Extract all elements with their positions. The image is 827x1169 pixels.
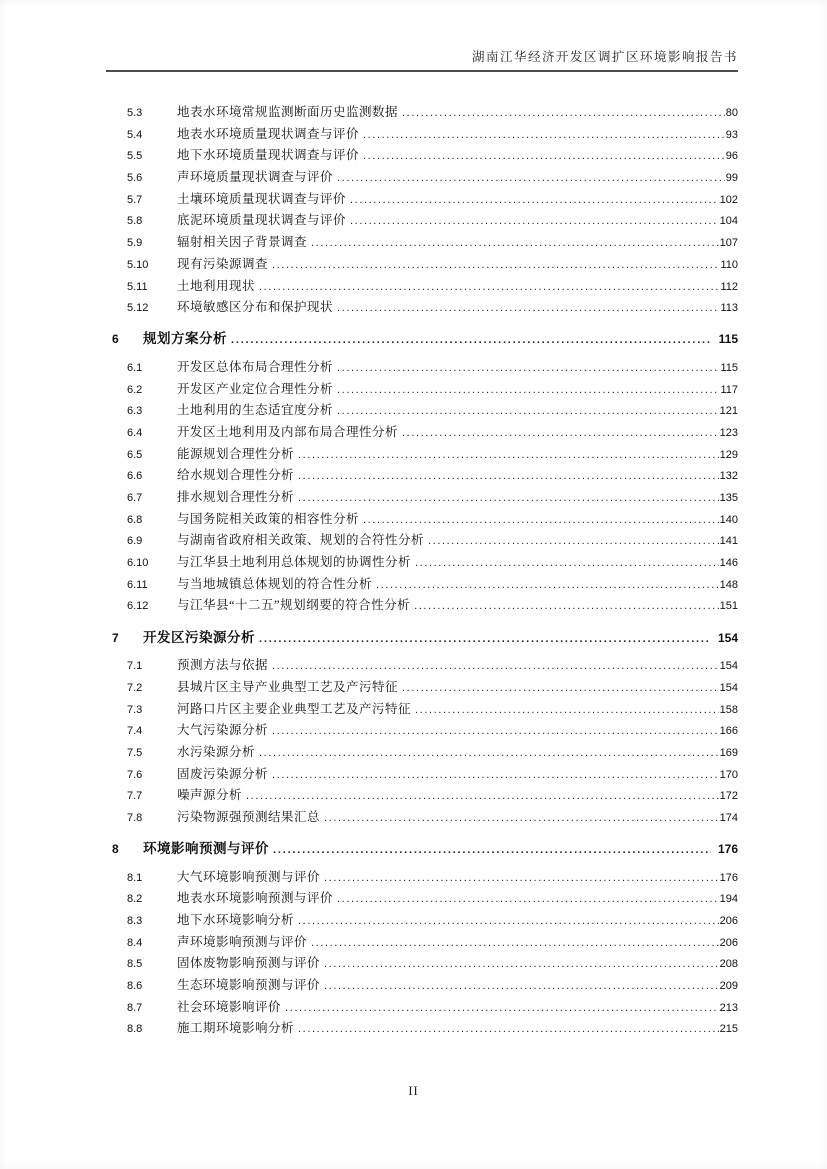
toc-entry-row[interactable] bbox=[106, 443, 738, 465]
toc-entry-number: 8.7 bbox=[127, 1001, 143, 1014]
toc-entry-row[interactable] bbox=[106, 931, 738, 953]
toc-entry-row[interactable] bbox=[106, 698, 738, 720]
toc-entry-page: 112 bbox=[720, 280, 738, 293]
toc-entry-number: 5.4 bbox=[127, 128, 143, 141]
toc-entry-title: 水污染源分析 bbox=[177, 744, 256, 759]
toc-dot-leader bbox=[272, 719, 719, 743]
toc-entry-row[interactable] bbox=[106, 763, 738, 785]
toc-entry-page: 215 bbox=[719, 1023, 738, 1036]
toc-entry-page: 194 bbox=[719, 893, 738, 906]
toc-entry-row[interactable] bbox=[106, 866, 738, 888]
toc-dot-leader bbox=[272, 253, 719, 277]
toc-entry-row[interactable] bbox=[106, 166, 738, 188]
toc-entry-number: 7.3 bbox=[127, 703, 143, 716]
toc-entry-page: 208 bbox=[719, 958, 738, 971]
toc-dot-leader bbox=[337, 399, 719, 423]
toc-entry-title: 声环境质量现状调查与评价 bbox=[177, 170, 334, 185]
toc-entry-row[interactable] bbox=[106, 231, 738, 253]
toc-dot-leader bbox=[311, 931, 719, 955]
toc-entry-row[interactable] bbox=[106, 654, 738, 676]
toc-entry-number: 5.10 bbox=[127, 258, 149, 271]
toc-entry-page: 174 bbox=[719, 811, 738, 824]
toc-entry-title: 开发区污染源分析 bbox=[143, 629, 255, 645]
toc-entry-title: 噪声源分析 bbox=[177, 788, 243, 803]
toc-entry-row[interactable] bbox=[106, 952, 738, 974]
toc-entry-number: 8.1 bbox=[127, 871, 143, 884]
toc-entry-title: 土地利用现状 bbox=[177, 278, 256, 293]
toc-entry-page: 148 bbox=[719, 578, 738, 591]
toc-entry-number: 5.3 bbox=[127, 107, 143, 119]
toc-entry-row[interactable] bbox=[106, 594, 738, 616]
toc-entry-page: 93 bbox=[725, 128, 738, 141]
page-footer bbox=[0, 1082, 827, 1100]
toc-entry-number: 6.5 bbox=[127, 448, 143, 461]
toc-entry-row[interactable] bbox=[106, 209, 738, 231]
toc-entry-number: 6.8 bbox=[127, 513, 143, 526]
toc-dot-leader bbox=[272, 763, 719, 787]
toc-chapter-row[interactable] bbox=[106, 837, 738, 860]
toc-chapter-row[interactable] bbox=[106, 626, 738, 649]
toc-entry-title: 与国务院相关政策的相容性分析 bbox=[177, 511, 360, 526]
page-header bbox=[106, 48, 738, 72]
toc-entry-number: 5.6 bbox=[127, 172, 143, 185]
toc-entry-title: 与江华县“十二五”规划纲要的符合性分析 bbox=[177, 598, 411, 613]
toc-entry-row[interactable] bbox=[106, 909, 738, 931]
toc-entry-title: 环境影响预测与评价 bbox=[143, 841, 269, 857]
toc-dot-leader bbox=[363, 144, 725, 168]
toc-dot-leader bbox=[428, 529, 719, 553]
toc-entry-row[interactable] bbox=[106, 784, 738, 806]
toc-entry-page: 154 bbox=[719, 660, 738, 673]
toc-entry-number: 5.11 bbox=[127, 280, 148, 293]
toc-entry-title: 社会环境影响评价 bbox=[177, 999, 282, 1014]
toc-entry-number: 7.1 bbox=[127, 660, 143, 673]
toc-entry-number: 8.5 bbox=[127, 958, 143, 971]
toc-dot-leader bbox=[324, 806, 719, 830]
toc-dot-leader bbox=[324, 974, 719, 998]
toc-entry-title: 大气环境影响预测与评价 bbox=[177, 869, 321, 884]
toc-entry-page: 117 bbox=[720, 383, 738, 396]
toc-entry-page: 209 bbox=[719, 980, 738, 993]
toc-dot-leader bbox=[285, 996, 719, 1020]
toc-entry-row[interactable] bbox=[106, 529, 738, 551]
toc-dot-leader bbox=[363, 123, 725, 147]
toc-entry-number: 7 bbox=[112, 630, 119, 645]
toc-entry-title: 与当地城镇总体规划的符合性分析 bbox=[177, 576, 373, 591]
toc-entry-row[interactable] bbox=[106, 676, 738, 698]
toc-dot-leader bbox=[298, 486, 719, 510]
toc-entry-row[interactable] bbox=[106, 188, 738, 210]
toc-entry-number: 5.12 bbox=[127, 302, 149, 315]
toc-entry-number: 6.11 bbox=[127, 578, 148, 591]
toc-entry-page: 102 bbox=[719, 193, 738, 206]
toc-entry-page: 206 bbox=[719, 915, 738, 927]
toc-entry-page: 107 bbox=[719, 237, 738, 250]
toc-dot-leader bbox=[337, 166, 725, 190]
toc-entry-page: 140 bbox=[719, 513, 738, 526]
toc-entry-number: 6.6 bbox=[127, 470, 143, 483]
toc-entry-title: 土地利用的生态适宜度分析 bbox=[177, 403, 334, 418]
toc-entry-title: 污染物源强预测结果汇总 bbox=[177, 809, 321, 824]
toc-entry-page: 121 bbox=[719, 405, 738, 418]
toc-entry-page: 146 bbox=[719, 557, 738, 570]
toc-entry-page: 141 bbox=[719, 535, 738, 548]
toc-dot-leader bbox=[272, 654, 719, 678]
toc-entry-number: 6.3 bbox=[127, 405, 143, 418]
toc-dot-leader bbox=[273, 837, 711, 862]
toc-entry-row[interactable] bbox=[106, 123, 738, 145]
toc-entry-page: 115 bbox=[718, 332, 738, 347]
toc-entry-title: 开发区产业定位合理性分析 bbox=[177, 381, 334, 396]
toc-entry-row[interactable] bbox=[106, 101, 738, 123]
toc-entry-number: 7.5 bbox=[127, 746, 143, 759]
toc-entry-page: 206 bbox=[719, 936, 738, 949]
toc-entry-number: 6.1 bbox=[127, 361, 143, 374]
toc-entry-title: 预测方法与依据 bbox=[177, 658, 269, 673]
toc-entry-title: 县城片区主导产业典型工艺及产污特征 bbox=[177, 679, 399, 694]
toc-entry-page: 170 bbox=[719, 768, 738, 781]
toc-entry-number: 8.8 bbox=[127, 1023, 143, 1036]
toc-entry-title: 环境敏感区分布和保护现状 bbox=[177, 300, 334, 315]
toc-entry-title: 排水规划合理性分析 bbox=[177, 490, 295, 504]
toc-entry-row[interactable] bbox=[106, 464, 738, 486]
toc-entry-row[interactable] bbox=[106, 399, 738, 421]
toc-entry-title: 开发区土地利用及内部布局合理性分析 bbox=[177, 424, 399, 439]
toc-entry-row[interactable] bbox=[106, 719, 738, 741]
toc-entry-number: 5.9 bbox=[127, 237, 143, 250]
toc-chapter-row[interactable] bbox=[106, 327, 738, 350]
toc-entry-page: 113 bbox=[720, 302, 738, 315]
toc-entry-number: 7.4 bbox=[127, 725, 143, 738]
toc-entry-row[interactable] bbox=[106, 421, 738, 443]
toc-entry-title: 能源规划合理性分析 bbox=[177, 446, 295, 461]
toc-entry-title: 底泥环境质量现状调查与评价 bbox=[177, 213, 347, 228]
toc-entry-title: 地下水环境质量现状调查与评价 bbox=[177, 148, 360, 163]
toc-entry-title: 大气污染源分析 bbox=[177, 723, 269, 738]
toc-dot-leader bbox=[259, 741, 719, 765]
toc-dot-leader bbox=[376, 573, 719, 597]
toc-entry-title: 辐射相关因子背景调查 bbox=[177, 235, 308, 250]
toc-entry-title: 地表水环境常规监测断面历史监测数据 bbox=[177, 105, 399, 119]
toc-entry-title: 地表水环境影响预测与评价 bbox=[177, 891, 334, 906]
toc-entry-row[interactable] bbox=[106, 551, 738, 573]
toc-entry-title: 地表水环境质量现状调查与评价 bbox=[177, 126, 360, 141]
toc-entry-title: 固废污染源分析 bbox=[177, 766, 269, 781]
footer-page-number: II bbox=[408, 1084, 419, 1098]
toc-dot-leader bbox=[231, 327, 712, 352]
toc-dot-leader bbox=[337, 887, 719, 911]
toc-entry-page: 176 bbox=[717, 842, 738, 857]
toc-entry-page: 169 bbox=[719, 746, 738, 759]
toc-entry-title: 开发区总体布局合理性分析 bbox=[177, 359, 334, 374]
toc-entry-row[interactable] bbox=[106, 508, 738, 530]
toc-dot-leader bbox=[414, 594, 719, 618]
toc-entry-number: 7.2 bbox=[127, 681, 143, 694]
toc-dot-leader bbox=[350, 209, 719, 233]
toc-entry-page: 110 bbox=[720, 258, 738, 271]
toc-dot-leader bbox=[311, 231, 719, 255]
toc-entry-number: 8.3 bbox=[127, 915, 143, 927]
header-title: 湖南江华经济开发区调扩区环境影响报告书 bbox=[471, 50, 738, 64]
toc-dot-leader bbox=[415, 698, 719, 722]
toc-entry-page: 154 bbox=[717, 630, 738, 645]
toc-entry-page: 151 bbox=[719, 600, 738, 613]
toc-dot-leader bbox=[246, 784, 719, 808]
toc-entry-number: 7.6 bbox=[127, 768, 143, 781]
toc-dot-leader bbox=[350, 188, 719, 212]
toc-entry-row[interactable] bbox=[106, 275, 738, 297]
toc-entry-title: 声环境影响预测与评价 bbox=[177, 934, 308, 949]
toc-entry-page: 104 bbox=[719, 215, 738, 228]
toc-entry-row[interactable] bbox=[106, 486, 738, 508]
toc-dot-leader bbox=[259, 275, 719, 299]
toc-entry-page: 99 bbox=[725, 172, 738, 185]
toc-dot-leader bbox=[298, 1017, 719, 1041]
toc-entry-row[interactable] bbox=[106, 253, 738, 275]
toc-entry-number: 6.9 bbox=[127, 535, 143, 548]
toc-entry-row[interactable] bbox=[106, 974, 738, 996]
toc-entry-title: 地下水环境影响分析 bbox=[177, 913, 295, 927]
toc-dot-leader bbox=[259, 626, 711, 651]
toc-entry-number: 5.7 bbox=[127, 193, 143, 206]
toc-dot-leader bbox=[402, 421, 719, 445]
toc-entry-row[interactable] bbox=[106, 356, 738, 378]
toc-entry-number: 6.7 bbox=[127, 492, 143, 504]
toc-entry-title: 与江华县土地利用总体规划的协调性分析 bbox=[177, 555, 412, 570]
toc-entry-title: 与湖南省政府相关政策、规划的合符性分析 bbox=[177, 533, 425, 548]
toc-entry-row[interactable] bbox=[106, 996, 738, 1018]
toc-dot-leader bbox=[324, 866, 719, 890]
toc-entry-number: 7.7 bbox=[127, 790, 143, 803]
toc-entry-number: 5.5 bbox=[127, 150, 143, 163]
toc-entry-page: 154 bbox=[719, 681, 738, 694]
toc-entry-number: 8.2 bbox=[127, 893, 143, 906]
toc-entry-row[interactable] bbox=[106, 378, 738, 400]
toc-entry-page: 115 bbox=[720, 361, 738, 374]
toc-entry-row[interactable] bbox=[106, 887, 738, 909]
toc-dot-leader bbox=[298, 464, 719, 488]
toc-dot-leader bbox=[324, 952, 719, 976]
toc-entry-title: 施工期环境影响分析 bbox=[177, 1021, 295, 1036]
toc-entry-page: 80 bbox=[725, 107, 738, 119]
toc-entry-number: 8 bbox=[112, 842, 119, 857]
toc-dot-leader bbox=[337, 378, 719, 402]
toc-entry-page: 135 bbox=[719, 492, 738, 504]
toc-entry-number: 8.6 bbox=[127, 980, 143, 993]
toc-entry-page: 172 bbox=[719, 790, 738, 803]
toc-entry-row[interactable] bbox=[106, 144, 738, 166]
toc-dot-leader bbox=[337, 356, 719, 380]
toc-dot-leader bbox=[298, 909, 719, 933]
toc-entry-title: 现有污染源调查 bbox=[177, 256, 269, 271]
toc-entry-number: 5.8 bbox=[127, 215, 143, 228]
toc-entry-number: 7.8 bbox=[127, 811, 143, 824]
toc-entry-title: 固体废物影响预测与评价 bbox=[177, 956, 321, 971]
toc-entry-page: 213 bbox=[719, 1001, 738, 1014]
toc-dot-leader bbox=[402, 101, 725, 125]
toc-entry-number: 6 bbox=[112, 332, 119, 347]
toc-dot-leader bbox=[337, 296, 719, 320]
toc-dot-leader bbox=[363, 508, 719, 532]
toc-entry-page: 123 bbox=[719, 426, 738, 439]
toc-entry-title: 生态环境影响预测与评价 bbox=[177, 978, 321, 993]
toc-dot-leader bbox=[298, 443, 719, 467]
toc-entry-row[interactable] bbox=[106, 1017, 738, 1039]
toc-entry-number: 6.12 bbox=[127, 600, 149, 613]
toc-entry-row[interactable] bbox=[106, 741, 738, 763]
toc-entry-title: 规划方案分析 bbox=[143, 331, 227, 347]
toc-list bbox=[106, 101, 738, 1039]
toc-entry-row[interactable] bbox=[106, 573, 738, 595]
toc-entry-page: 158 bbox=[719, 703, 738, 716]
toc-entry-page: 129 bbox=[719, 448, 738, 461]
toc-entry-row[interactable] bbox=[106, 296, 738, 318]
toc-entry-title: 河路口片区主要企业典型工艺及产污特征 bbox=[177, 701, 412, 716]
toc-entry-title: 给水规划合理性分析 bbox=[177, 468, 295, 483]
toc-dot-leader bbox=[402, 676, 719, 700]
toc-entry-number: 6.10 bbox=[127, 557, 149, 570]
toc-entry-number: 8.4 bbox=[127, 936, 143, 949]
toc-entry-page: 176 bbox=[719, 871, 738, 884]
toc-entry-number: 6.2 bbox=[127, 383, 143, 396]
toc-entry-page: 132 bbox=[719, 470, 738, 483]
toc-entry-row[interactable] bbox=[106, 806, 738, 828]
toc-entry-number: 6.4 bbox=[127, 426, 143, 439]
toc-entry-title: 土壤环境质量现状调查与评价 bbox=[177, 191, 347, 206]
toc-entry-page: 96 bbox=[725, 150, 738, 163]
toc-dot-leader bbox=[415, 551, 719, 575]
toc-entry-page: 166 bbox=[719, 725, 738, 738]
